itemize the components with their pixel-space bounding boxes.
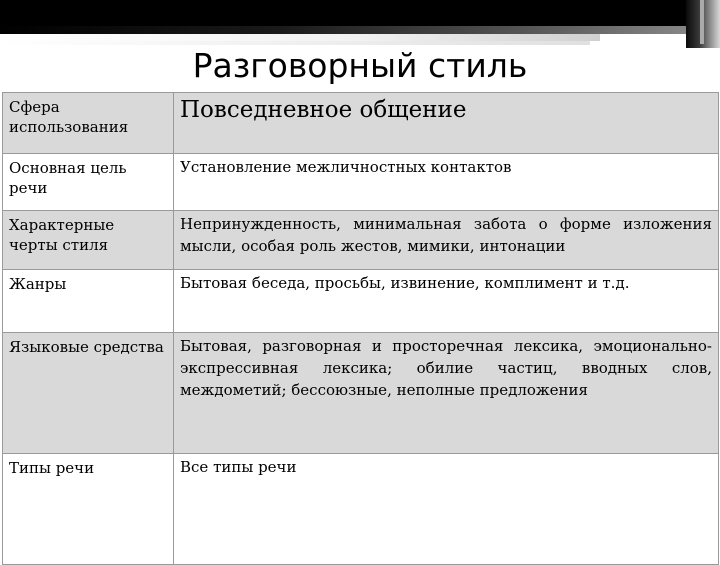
table-row — [3, 333, 719, 454]
row-label: Характерные черты стиля — [3, 211, 174, 270]
row-label: Типы речи — [3, 454, 174, 565]
header-highlight — [0, 34, 600, 41]
row-label: Жанры — [3, 270, 174, 333]
table-row — [3, 454, 719, 565]
row-value: Все типы речи — [174, 454, 719, 565]
row-value: Повседневное общение — [174, 93, 719, 154]
table-row — [3, 270, 719, 333]
table-row — [3, 154, 719, 211]
row-value: Непринужденность, минимальная забота о форме изложения мысли, особая роль жестов, мимики, интонации — [174, 211, 719, 270]
style-table — [2, 92, 719, 565]
row-label: Основная цель речи — [3, 154, 174, 211]
row-value: Бытовая, разговорная и просторечная лексика, эмоционально-экспрессивная лексика; обилие частиц, вводных слов, междометий; бессоюзные, неполные предложения — [174, 333, 719, 454]
table-row — [3, 93, 719, 154]
slide-title: Разговорный стиль — [192, 46, 528, 85]
table-row — [3, 211, 719, 270]
corner-accent-line — [700, 0, 704, 44]
row-value: Бытовая беседа, просьбы, извинение, комплимент и т.д. — [174, 270, 719, 333]
header-stripe — [0, 26, 700, 34]
row-label: Сфера использования — [3, 93, 174, 154]
row-label: Языковые средства — [3, 333, 174, 454]
row-value: Установление межличностных контактов — [174, 154, 719, 211]
